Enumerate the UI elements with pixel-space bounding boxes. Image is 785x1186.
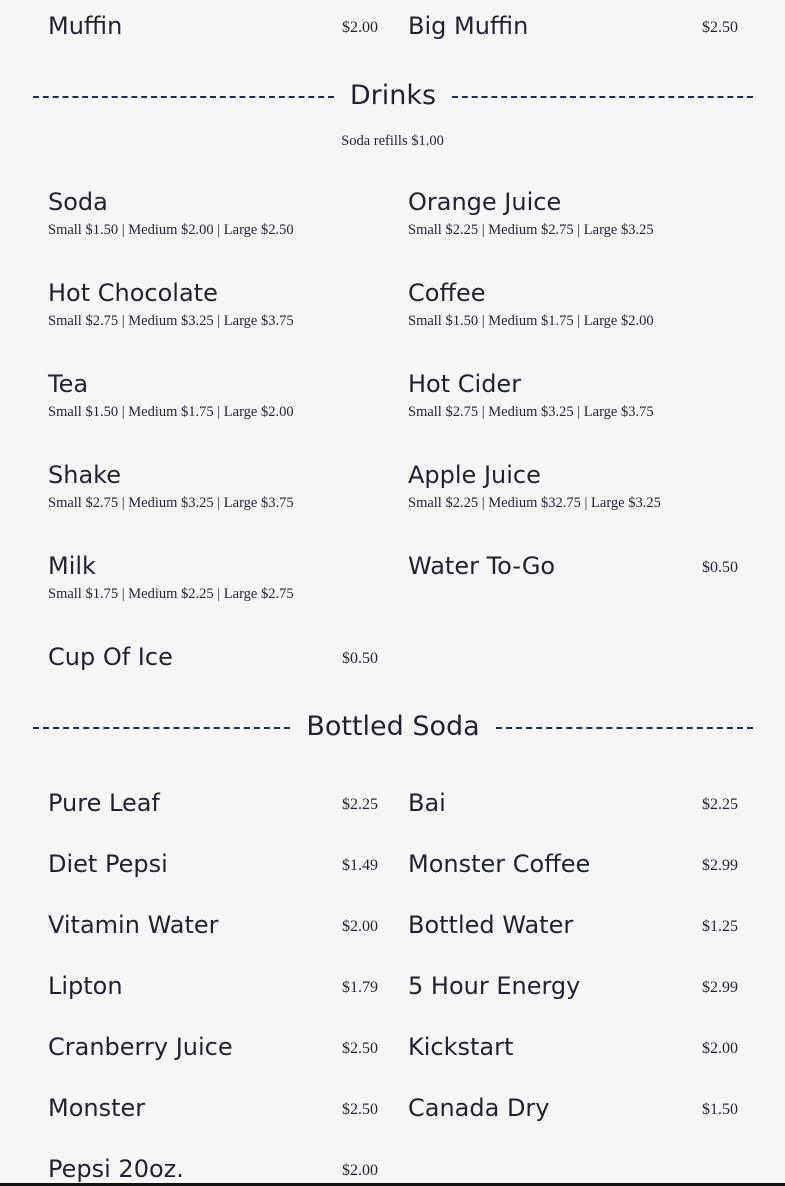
item-price: $1.25 <box>702 918 738 935</box>
menu-row <box>0 552 785 602</box>
item-size-prices: Small $2.75 | Medium $3.25 | Large $3.75 <box>408 404 654 420</box>
dashed-divider <box>33 727 290 729</box>
item-size-prices: Small $1.50 | Medium $1.75 | Large $2.00 <box>48 404 294 420</box>
item-price: $2.00 <box>702 1040 738 1057</box>
item-name: Water To-Go <box>408 552 556 580</box>
menu-item-kickstart <box>408 1033 738 1061</box>
item-name: Cranberry Juice <box>48 1033 233 1061</box>
menu-item-lipton <box>48 972 378 1000</box>
item-name: Cup Of Ice <box>48 643 173 671</box>
menu-item-hot-chocolate <box>48 279 378 330</box>
item-name: Monster Coffee <box>408 850 591 878</box>
menu-row <box>0 972 785 1012</box>
menu-row <box>0 1094 785 1134</box>
item-price: $2.50 <box>702 19 738 36</box>
item-name: Orange Juice <box>408 188 562 216</box>
menu-item-monster <box>48 1094 378 1122</box>
section-title: Drinks <box>349 79 437 111</box>
soda-refill-note: Soda refills $1.00 <box>341 133 444 149</box>
item-size-prices: Small $2.25 | Medium $2.75 | Large $3.25 <box>408 222 654 238</box>
menu-row <box>0 461 785 511</box>
item-name: Tea <box>48 370 89 398</box>
item-name: Kickstart <box>408 1033 514 1061</box>
menu-row <box>0 911 785 951</box>
dashed-divider <box>452 96 753 98</box>
item-price: $2.99 <box>702 979 738 996</box>
menu-item-big-muffin <box>408 12 738 40</box>
item-name: Pepsi 20oz. <box>48 1155 184 1183</box>
item-price: $0.50 <box>702 559 738 576</box>
item-size-prices: Small $2.75 | Medium $3.25 | Large $3.75 <box>48 495 294 511</box>
item-name: Diet Pepsi <box>48 850 168 878</box>
item-name: Coffee <box>408 279 486 307</box>
menu-row <box>0 12 785 52</box>
item-size-prices: Small $2.75 | Medium $3.25 | Large $3.75 <box>48 313 294 329</box>
menu-row <box>0 850 785 890</box>
item-name: Monster <box>48 1094 146 1122</box>
item-name: Muffin <box>48 12 123 40</box>
dashed-divider <box>496 727 753 729</box>
menu-item-orange-juice <box>408 188 738 239</box>
menu-row <box>0 370 785 420</box>
menu-item-coffee <box>408 279 738 330</box>
menu-item-milk <box>48 552 378 603</box>
menu-item-monster-coffee <box>408 850 738 878</box>
menu-item-canada-dry <box>408 1094 738 1122</box>
menu-item-cup-of-ice <box>48 643 378 671</box>
item-price: $2.00 <box>342 1162 378 1179</box>
item-name: 5 Hour Energy <box>408 972 581 1000</box>
menu-item-diet-pepsi <box>48 850 378 878</box>
item-price: $1.79 <box>342 979 378 996</box>
menu-item-5-hour-energy <box>408 972 738 1000</box>
menu-row <box>0 188 785 238</box>
item-price: $2.00 <box>342 19 378 36</box>
item-price: $2.25 <box>342 796 378 813</box>
item-name: Milk <box>48 552 96 580</box>
menu-row <box>0 643 785 683</box>
menu-item-hot-cider <box>408 370 738 421</box>
menu-row <box>0 789 785 829</box>
item-price: $2.25 <box>702 796 738 813</box>
item-size-prices: Small $1.50 | Medium $1.75 | Large $2.00 <box>408 313 654 329</box>
item-name: Bai <box>408 789 446 817</box>
menu-item-tea <box>48 370 378 421</box>
item-name: Lipton <box>48 972 123 1000</box>
dashed-divider <box>33 96 334 98</box>
item-price: $1.49 <box>342 857 378 874</box>
item-price: $2.00 <box>342 918 378 935</box>
menu-item-cranberry-juice <box>48 1033 378 1061</box>
item-name: Bottled Water <box>408 911 574 939</box>
item-price: $2.50 <box>342 1040 378 1057</box>
item-name: Big Muffin <box>408 12 529 40</box>
item-name: Soda <box>48 188 108 216</box>
item-price: $2.50 <box>342 1101 378 1118</box>
item-price: $2.99 <box>702 857 738 874</box>
menu-item-shake <box>48 461 378 512</box>
menu-item-bai <box>408 789 738 817</box>
bottled-soda-section-header <box>33 706 753 746</box>
section-title: Bottled Soda <box>306 710 480 742</box>
item-size-prices: Small $1.50 | Medium $2.00 | Large $2.50 <box>48 222 294 238</box>
item-name: Vitamin Water <box>48 911 219 939</box>
item-price: $0.50 <box>342 650 378 667</box>
item-name: Apple Juice <box>408 461 541 489</box>
menu-item-apple-juice <box>408 461 738 512</box>
menu-item-pepsi-20oz <box>48 1155 378 1183</box>
item-name: Hot Chocolate <box>48 279 218 307</box>
menu-item-vitamin-water <box>48 911 378 939</box>
item-name: Hot Cider <box>408 370 522 398</box>
item-price: $1.50 <box>702 1101 738 1118</box>
menu-row <box>0 1033 785 1073</box>
drinks-section-header <box>33 75 753 115</box>
item-name: Shake <box>48 461 121 489</box>
menu-item-pure-leaf <box>48 789 378 817</box>
item-name: Canada Dry <box>408 1094 550 1122</box>
item-size-prices: Small $1.75 | Medium $2.25 | Large $2.75 <box>48 586 294 602</box>
menu-item-bottled-water <box>408 911 738 939</box>
menu-item-muffin <box>48 12 378 40</box>
item-name: Pure Leaf <box>48 789 160 817</box>
item-size-prices: Small $2.25 | Medium $32.75 | Large $3.25 <box>408 495 661 511</box>
menu-item-water-to-go <box>408 552 738 580</box>
menu-row <box>0 279 785 329</box>
menu-row <box>0 1155 785 1186</box>
menu-item-soda <box>48 188 378 239</box>
